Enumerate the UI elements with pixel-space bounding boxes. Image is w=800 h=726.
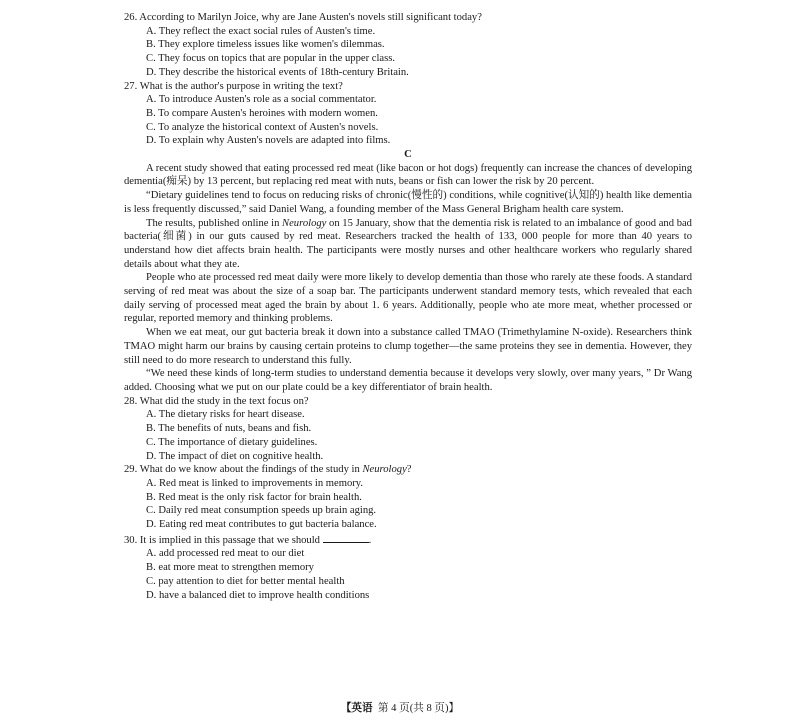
option-b: B. To compare Austen's heroines with modern women.	[146, 107, 378, 119]
stem-text: 30. It is implied in this passage that we should	[124, 534, 320, 546]
question-27	[124, 80, 692, 149]
option-a: A. add processed red meat to our diet	[146, 548, 305, 560]
passage-heading: C	[404, 149, 412, 161]
question-stem	[124, 532, 692, 548]
passage-paragraph: “We need these kinds of long-term studies to understand dementia because it develops very slowly, over many years, ” Dr Wang added. Choosing what we put on our plate could be a key differentiator of brain health.	[124, 368, 692, 393]
stem-text: .	[368, 534, 372, 546]
option-a: A. The dietary risks for heart disease.	[146, 409, 305, 421]
page-footer	[0, 702, 800, 716]
question-stem: 26. According to Marilyn Joice, why are Jane Austen's novels still significant today?	[124, 12, 482, 23]
question-30	[124, 532, 692, 603]
option-d: D. Eating red meat contributes to gut bacteria balance.	[146, 519, 377, 531]
option-d: D. The impact of diet on cognitive health.	[146, 450, 324, 462]
stem-text: ?	[406, 464, 412, 476]
option-c: C. pay attention to diet for better mental health	[146, 575, 345, 587]
journal-name: Neurology	[282, 217, 327, 229]
option-b: B. They explore timeless issues like women's dilemmas.	[146, 39, 385, 51]
paragraph-text: The results, published online in	[146, 217, 283, 229]
option-a: A. Red meat is linked to improvements in memory.	[146, 477, 364, 489]
passage-c	[124, 148, 692, 395]
stem-text: 29. What do we know about the findings of the study in	[124, 464, 363, 476]
footer-page-number: 第 4 页(共 8 页)】	[377, 703, 460, 714]
option-d: D. To explain why Austen's novels are adapted into films.	[146, 135, 391, 147]
option-c: C. To analyze the historical context of Austen's novels.	[146, 121, 379, 133]
question-28	[124, 395, 692, 464]
question-stem: 27. What is the author's purpose in writing the text?	[124, 80, 343, 92]
footer-subject: 【英语	[340, 703, 373, 714]
option-d: D. They describe the historical events of 18th-century Britain.	[146, 66, 409, 78]
option-b: B. The benefits of nuts, beans and fish.	[146, 423, 312, 435]
option-c: C. Daily red meat consumption speeds up brain aging.	[146, 505, 377, 517]
option-a: A. To introduce Austen's role as a social commentator.	[146, 94, 377, 106]
question-29	[124, 463, 692, 532]
passage-paragraph: When we eat meat, our gut bacteria break it down into a substance called TMAO (Trimethylamine N-oxide). Researchers think TMAO might harm our brains by causing certain proteins to clump together—the same proteins they see in dementia. However, they still need to do more research to understand this fully.	[124, 327, 692, 366]
question-stem	[124, 463, 692, 477]
question-26	[124, 11, 692, 80]
option-b: B. eat more meat to strengthen memory	[146, 562, 314, 574]
question-stem: 28. What did the study in the text focus on?	[124, 395, 309, 407]
answer-blank	[323, 532, 369, 543]
passage-paragraph: People who ate processed red meat daily were more likely to develop dementia than those who rarely ate these foods. A standard serving of red meat was about the size of a soap bar. The participants underwent standard memory tests, which revealed that each daily serving of processed meat aged the brain by about 1. 6 years. Additionally, people who ate more meat, whether processed or regular, reported memory and thinking problems.	[124, 272, 692, 325]
paragraph-text: on 15 January, show that the dementia risk is related to an imbalance of good and bad bacteria(细菌) in our guts caused by red meat. Researchers tracked the health of 133, 000 people for more than 40 years to understand how diet affects brain health. The participants were mostly nurses and other healthcare workers who regularly shared details about what they ate.	[124, 217, 692, 270]
option-c: C. The importance of dietary guidelines.	[146, 436, 318, 448]
passage-paragraph	[124, 217, 692, 272]
option-b: B. Red meat is the only risk factor for brain health.	[146, 491, 362, 503]
option-a: A. They reflect the exact social rules of Austen's time.	[146, 25, 376, 37]
passage-paragraph: A recent study showed that eating processed red meat (like bacon or hot dogs) frequently can increase the chances of developing dementia(痴呆) by 13 percent, but replacing red meat with nuts, beans or fish can lower the risk by 20 percent.	[124, 162, 692, 188]
option-c: C. They focus on topics that are popular in the upper class.	[146, 53, 395, 65]
option-d: D. have a balanced diet to improve health conditions	[146, 589, 370, 601]
page-content	[124, 11, 692, 602]
passage-paragraph: “Dietary guidelines tend to focus on reducing risks of chronic(慢性的) conditions, while cognitive(认知的) health like dementia is less frequently discussed,” said Daniel Wang, a founding member of the Mass General Brigham health care system.	[124, 190, 692, 215]
journal-name: Neurology	[362, 464, 407, 476]
